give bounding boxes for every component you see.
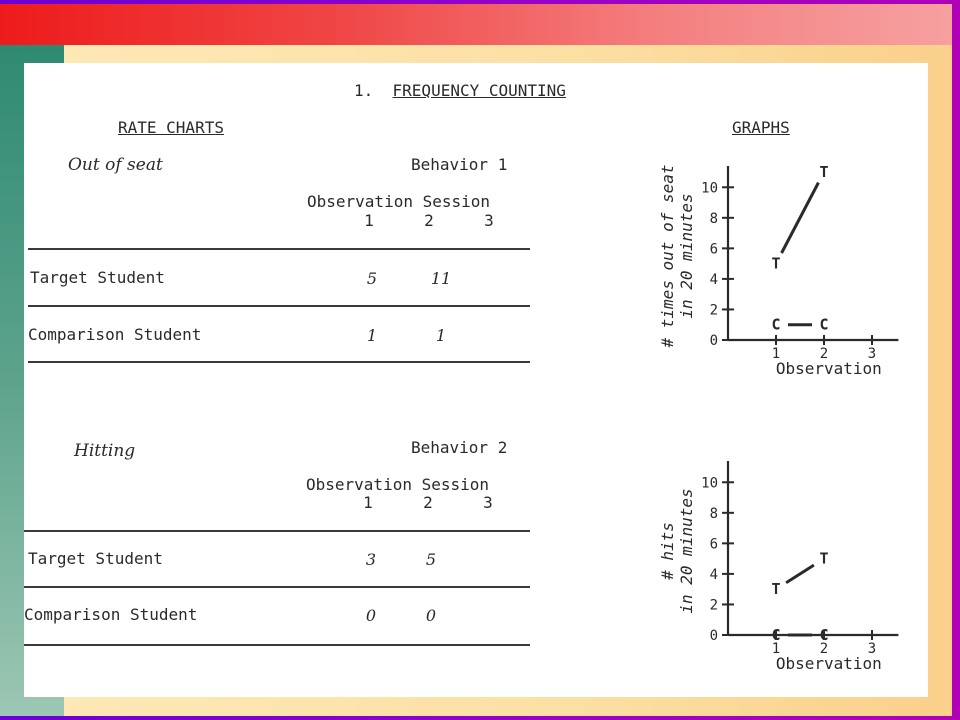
b2-comparison-label: Comparison Student [24, 605, 198, 624]
b1-comparison-value-1: 1 [366, 326, 378, 345]
g1-ytick-label-6: 6 [709, 241, 718, 258]
g1-ytick-label-0: 0 [709, 333, 718, 349]
graphs-heading: GRAPHS [732, 118, 790, 137]
g1-ytick-label-2: 2 [709, 302, 718, 319]
g2-ytick-label-6: 6 [709, 536, 718, 553]
b2-target-value-1: 3 [365, 550, 377, 569]
b2-session-1: 1 [363, 493, 373, 512]
title-band [0, 4, 952, 45]
b1-target-label: Target Student [30, 268, 165, 287]
document-title: 1. FREQUENCY COUNTING [354, 81, 566, 100]
b2-comparison-value-1: 0 [365, 606, 377, 625]
g2-ylabel: # hitsin 20 minutes [657, 488, 696, 614]
b2-target-value-2: 5 [425, 550, 437, 569]
g2-xtick-label-3: 3 [867, 641, 877, 657]
behavior-1-label: Behavior 1 [411, 155, 508, 174]
g2-series-T-marker-2: T [819, 549, 829, 568]
g2-ytick-label-0: 0 [709, 628, 718, 644]
g1-series-T-line [782, 183, 819, 253]
g2-ytick-label-4: 4 [709, 566, 718, 583]
scanned-document [24, 63, 928, 697]
b1-comparison-value-2: 1 [435, 326, 447, 345]
g1-xlabel: Observation [775, 359, 882, 378]
behavior-2-label: Behavior 2 [411, 438, 508, 457]
g2-series-T-line [786, 565, 814, 583]
g1-ytick-label-8: 8 [709, 210, 718, 227]
g1-series-T-marker-1: T [771, 254, 781, 273]
graph-out-of-seat [624, 158, 914, 388]
g2-series-C-marker-2: C [819, 626, 829, 644]
b1-target-value-1: 5 [366, 269, 378, 288]
g1-series-C-marker-2: C [819, 315, 829, 334]
g1-xtick-label-1: 1 [771, 346, 781, 362]
behavior-1-name: Out of seat [68, 155, 163, 175]
b2-rule-3 [24, 644, 530, 646]
g1-series-C-marker-1: C [771, 315, 781, 334]
b2-session-3: 3 [483, 493, 493, 512]
g1-xtick-label-3: 3 [867, 346, 877, 362]
g2-xlabel: Observation [775, 654, 882, 673]
behavior-2-session-header: Observation Session [306, 475, 490, 494]
b1-rule-2 [28, 305, 530, 307]
b2-comparison-value-2: 0 [425, 606, 437, 625]
behavior-1-session-header: Observation Session [307, 192, 491, 211]
g1-ytick-label-4: 4 [709, 271, 718, 288]
g2-series-T-marker-1: T [771, 580, 781, 599]
g2-series-C-marker-1: C [771, 626, 781, 644]
graph-hitting [624, 453, 914, 683]
g1-ytick-label-10: 10 [701, 180, 718, 197]
b1-target-value-2: 11 [430, 269, 452, 288]
g2-ytick-label-8: 8 [709, 505, 718, 522]
b2-session-2: 2 [423, 493, 433, 512]
b2-rule-1 [24, 530, 530, 532]
b1-session-3: 3 [484, 211, 494, 230]
rate-charts-heading: RATE CHARTS [118, 118, 224, 137]
g2-ytick-label-10: 10 [701, 475, 718, 492]
b1-rule-3 [28, 361, 530, 363]
g2-xtick-label-2: 2 [819, 641, 829, 657]
g2-ytick-label-2: 2 [709, 597, 718, 614]
g1-xtick-label-2: 2 [819, 346, 829, 362]
b1-session-2: 2 [424, 211, 434, 230]
b2-target-label: Target Student [28, 549, 163, 568]
behavior-2-name: Hitting [74, 441, 136, 461]
b1-rule-1 [28, 248, 530, 250]
g2-xtick-label-1: 1 [771, 641, 781, 657]
b2-rule-2 [24, 586, 530, 588]
g1-ylabel: # times out of seatin 20 minutes [657, 164, 696, 348]
b1-comparison-label: Comparison Student [28, 325, 202, 344]
b1-session-1: 1 [364, 211, 374, 230]
g1-series-T-marker-2: T [819, 163, 829, 181]
